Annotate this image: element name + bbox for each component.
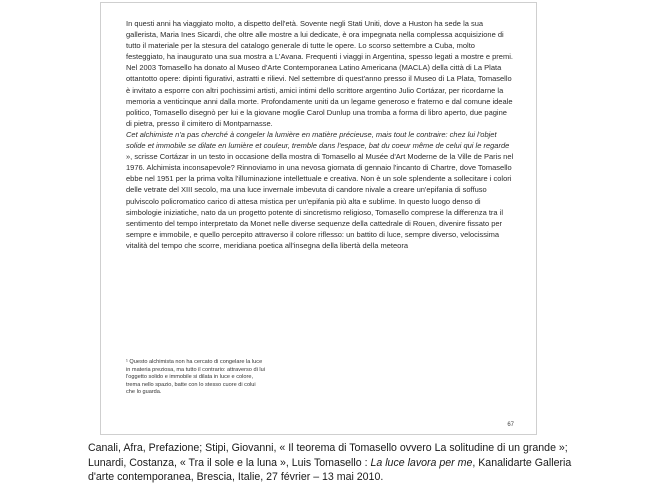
caption-text-start: Canali, Afra, Prefazione; Stipi, Giovanni, « Il teorema di Tomasello ovvero La solitudine di un grande »; Lunardi, Costanza, « Tra il sole e la luna », Luis Tomasello : bbox=[88, 442, 568, 469]
page-number: 67 bbox=[507, 422, 514, 428]
paragraph-2 bbox=[126, 129, 514, 251]
footnote: ¹ Questo alchimista non ha cercato di congelare la luce in materia preziosa, ma tutto il contrario: attraverso di lui l'oggetto solido e immobile si dilata in luce e colore, trema nello spazio, batte con lo stesso cuore di colui che lo guarda. bbox=[126, 359, 265, 396]
bibliographic-caption bbox=[88, 441, 578, 485]
caption-text-end: , Kanalidarte Galleria d'arte contemporanea, Brescia, Italie, 27 février – 13 mai 2010. bbox=[88, 456, 572, 484]
french-quote: Cet alchimiste n'a pas cherché à congeler la lumière en matière précieuse, mais tout le contraire: chez lui l'objet solide et immobile se dilate en lumière et couleur, tremble dans l'espace, bat du coeur même de celui qui le regarde bbox=[126, 129, 510, 151]
paragraph-2-text: », scrisse Cortázar in un testo in occasione della mostra di Tomasello al Musée d'Art Moderne de la Ville de Paris nel 1976. Alchimista inconsapevole? Rinnoviamo in una nevosa giornata di gennaio l'incanto di Chartre, dove Tomasello ebbe nel 1951 per la prima volta l'illuminazione intellettuale e creativa. Non è un sole splendente a sollecitare i colori delle vetrate del XIII secolo, ma una luce invernale imbevuta di candore nivale a creare un'epifania di soffuso pulviscolo policromatico carico di attesa mistica per un'epifania più alta e sublime. In questo luogo denso di simbologie iniziatiche, nato da un progetto potente di sincretismo religioso, Tomasello comprese la differenza tra il sentimento del tempo interpretato da Monet nelle diverse sequenze della cattedrale di Rouen, divenire fissato per sempre e immobile, e quello percepito attraverso il colore riflesso: un battito di luce, sempre diverso, velocissima vitalità del tempo che scorre, meridiana poetica all'insegna della libertà della meteora bbox=[126, 152, 514, 250]
paragraph-1: In questi anni ha viaggiato molto, a dispetto dell'età. Sovente negli Stati Uniti, dove a Huston ha sede la sua gallerista, Maria Ines Sicardi, che oltre alle mostre a lui dedicate, è ora impegnata nella complessa acquisizione di tutto il materiale per la stesura del catalogo generale di tutte le opere. Lo scorso settembre a Cuba, molto festeggiato, ha inaugurato una sua mostra a L'Avana. Frequenti i viaggi in Argentina, spesso legati a mostre e premi. Nel 2003 Tomasello ha donato al Museo d'Arte Contemporanea Latino Americana (MACLA) della città di La Plata ottantotto opere: dipinti figurativi, astratti e rilievi. Nel settembre di quest'anno presso il Museo di La Plata, Tomasello è invitato a esporre con altri pochissimi artisti, amici intimi dello scrittore argentino Julio Cortázar, per ricordarne la memoria a venticinque anni dalla morte. Profondamente uniti da un legame generoso e fraterno e dal comune ideale politico, Tomasello disegnò per lui e la giovane moglie Carol Dunlup una tromba a forma di libro aperto, due pagine di pietra, presso il cimitero di Montparnasse. bbox=[126, 19, 513, 128]
page-body-text bbox=[126, 18, 514, 251]
scanned-book-page bbox=[100, 2, 537, 435]
caption-italic-title: La luce lavora per me bbox=[370, 456, 473, 469]
